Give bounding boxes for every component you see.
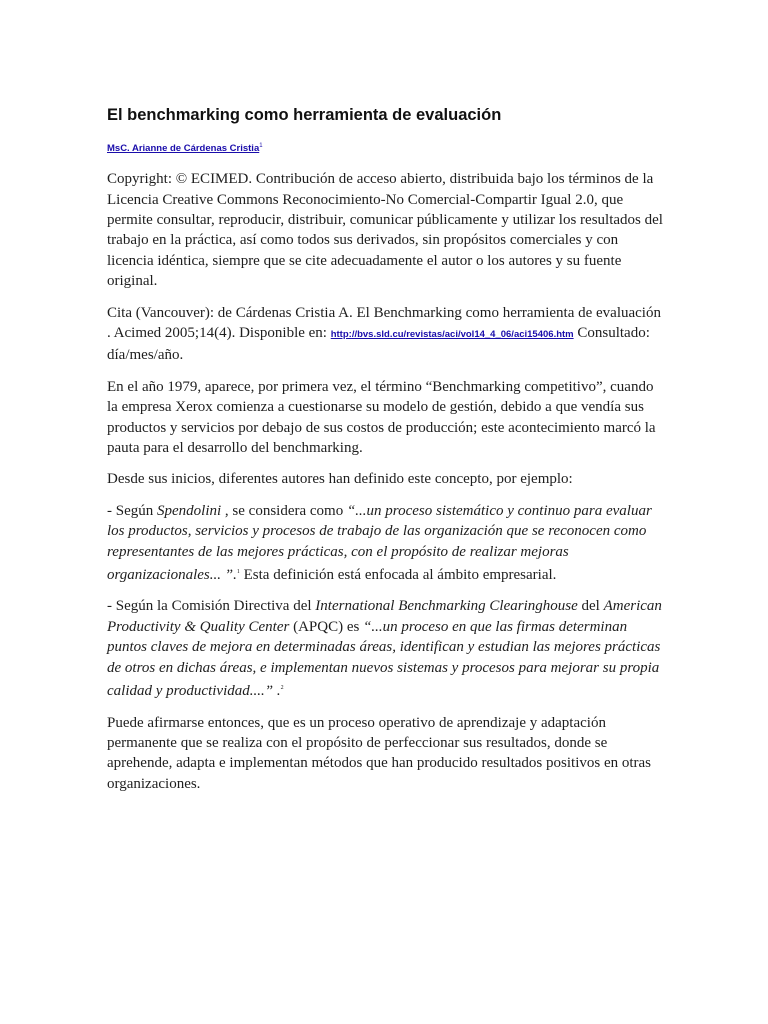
text-segment: - Según bbox=[107, 502, 157, 519]
text-segment: Esta definición está enfocada al ámbito empresarial. bbox=[239, 567, 557, 584]
paragraph-apqc bbox=[107, 596, 667, 701]
text-segment: del bbox=[577, 598, 604, 615]
citation-lead: Cita (Vancouver): de Cárdenas Cristia A. El Benchmarking como herramienta de evaluación . Acimed 2005;14(4). Disponible en: bbox=[107, 304, 661, 341]
quote-italic: “...un proceso sistemático y continuo para evaluar los productos, servicios y procesos de trabajo de las organización que se reconocen como representantes de las mejores prácticas, con el propósito de realizar mejoras organizacionales... ”. bbox=[107, 502, 652, 584]
citation-paragraph bbox=[107, 303, 667, 366]
paragraph-definitions-intro: Desde sus inicios, diferentes autores han definido este concepto, por ejemplo: bbox=[107, 471, 573, 488]
paragraph-conclusion: Puede afirmarse entonces, que es un proceso operativo de aprendizaje y adaptación permanente que se realiza con el propósito de perfeccionar sus resultados, donde se aprehende, adapta e implementan métodos que han producido resultados positivos en otras organizaciones. bbox=[107, 714, 652, 792]
copyright-paragraph: Copyright: © ECIMED. Contribución de acceso abierto, distribuida bajo los términos de la Licencia Creative Commons Reconocimiento-No Comercial-Compartir Igual 2.0, que permite consultar, reproducir, distribuir, comunicar públicamente y utilizar los resultados del trabajo en la práctica, así como todos sus derivados, sin propósitos comerciales y con licencia idéntica, siempre que se cite adecuadamente el autor o los autores y su fuente original. bbox=[107, 171, 663, 290]
paragraph-spendolini bbox=[107, 501, 667, 586]
quote-italic: “...un proceso en que las firmas determinan puntos claves de mejora en determinadas áreas, identifican y estudian las mejores prácticas de otros en dichas áreas, e implementan nuevos sistemas y procesos para mejorar su propia calidad y productividad....” . bbox=[107, 618, 661, 700]
text-segment: - Según la Comisión Directiva del bbox=[107, 598, 316, 615]
author-ref[interactable]: 1 bbox=[259, 143, 263, 149]
citation-tail: Consultado: día/mes/año. bbox=[107, 325, 650, 364]
organization-italic: American Productivity & Quality Center bbox=[107, 598, 662, 635]
footnote-ref[interactable]: 1 bbox=[236, 569, 240, 576]
footnote-ref[interactable]: 2 bbox=[280, 685, 284, 692]
text-segment: (APQC) es bbox=[289, 618, 364, 635]
text-segment: , se considera como bbox=[221, 502, 347, 519]
organization-italic: International Benchmarking Clearinghouse bbox=[315, 598, 578, 615]
article-title: El benchmarking como herramienta de evaluación bbox=[107, 106, 502, 124]
article-body bbox=[107, 106, 667, 805]
author-line bbox=[107, 143, 667, 154]
author-link[interactable]: MsC. Arianne de Cárdenas Cristia bbox=[107, 143, 260, 155]
citation-link[interactable]: http://bvs.sld.cu/revistas/aci/vol14_4_06/aci15406.htm bbox=[330, 329, 574, 340]
author-name-italic: Spendolini bbox=[157, 502, 222, 519]
paragraph-history: En el año 1979, aparece, por primera vez, el término “Benchmarking competitivo”, cuando la empresa Xerox comienza a cuestionarse su modelo de gestión, debido a que vendía sus productos y servicios por debajo de sus costos de producción; este acontecimiento marcó la pauta para el desarrollo del benchmarking. bbox=[107, 378, 656, 457]
